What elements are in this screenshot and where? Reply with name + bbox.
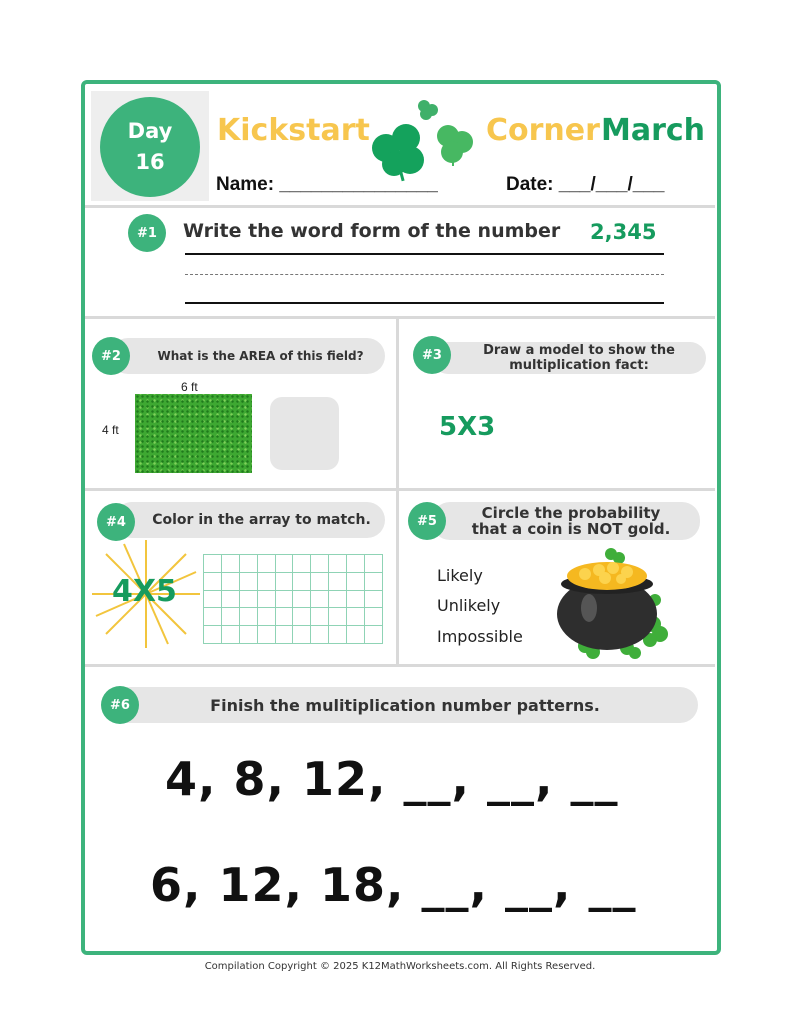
array-cell[interactable] [258, 626, 276, 644]
array-cell[interactable] [204, 555, 222, 573]
name-field[interactable]: Name: _______________ [216, 174, 438, 195]
question-badge-6: #6 [101, 686, 139, 724]
array-cell[interactable] [347, 591, 365, 609]
title-kickstart: Kickstart [217, 113, 370, 148]
array-cell[interactable] [240, 573, 258, 591]
shamrock-icon [360, 98, 480, 186]
question-badge-3: #3 [413, 336, 451, 374]
array-cell[interactable] [311, 591, 329, 609]
array-cell[interactable] [222, 555, 240, 573]
q1-number: 2,345 [590, 220, 657, 244]
array-cell[interactable] [293, 555, 311, 573]
field-height-label: 4 ft [102, 423, 119, 437]
array-cell[interactable] [276, 591, 294, 609]
array-cell[interactable] [329, 591, 347, 609]
field-width-label: 6 ft [181, 380, 198, 394]
divider [85, 664, 715, 667]
array-cell[interactable] [329, 573, 347, 591]
q3-prompt-line1: Draw a model to show the [483, 343, 675, 358]
array-cell[interactable] [329, 555, 347, 573]
q1-prompt: Write the word form of the number [183, 220, 561, 242]
array-cell[interactable] [311, 573, 329, 591]
q5-prompt-line1: Circle the probability [481, 504, 661, 522]
q4-prompt: Color in the array to match. [152, 512, 371, 528]
date-field[interactable]: Date: ___/___/___ [506, 174, 665, 195]
array-cell[interactable] [293, 608, 311, 626]
array-cell[interactable] [204, 591, 222, 609]
array-cell[interactable] [204, 608, 222, 626]
title-march: March [601, 113, 706, 148]
area-answer-box[interactable] [270, 397, 339, 470]
color-array-grid[interactable] [203, 554, 383, 644]
day-number: 16 [135, 150, 165, 174]
pattern-row-2[interactable]: 6, 12, 18, __, __, __ [150, 858, 637, 912]
divider [85, 316, 715, 319]
divider [85, 488, 715, 491]
array-cell[interactable] [293, 573, 311, 591]
pot-of-gold-image [545, 546, 670, 660]
array-cell[interactable] [258, 555, 276, 573]
option-impossible[interactable]: Impossible [437, 627, 523, 646]
array-cell[interactable] [240, 608, 258, 626]
array-cell[interactable] [204, 573, 222, 591]
array-cell[interactable] [222, 573, 240, 591]
array-cell[interactable] [329, 626, 347, 644]
q4-fact: 4X5 [112, 574, 177, 609]
option-likely[interactable]: Likely [437, 566, 483, 585]
q6-prompt-pill [112, 687, 698, 723]
option-unlikely[interactable]: Unlikely [437, 596, 501, 615]
array-cell[interactable] [222, 626, 240, 644]
array-cell[interactable] [240, 555, 258, 573]
array-cell[interactable] [365, 555, 383, 573]
array-cell[interactable] [222, 608, 240, 626]
array-cell[interactable] [347, 626, 365, 644]
array-cell[interactable] [347, 573, 365, 591]
array-cell[interactable] [240, 626, 258, 644]
array-cell[interactable] [293, 591, 311, 609]
array-cell[interactable] [347, 608, 365, 626]
question-badge-2: #2 [92, 337, 130, 375]
array-cell[interactable] [365, 608, 383, 626]
array-cell[interactable] [258, 608, 276, 626]
array-cell[interactable] [365, 626, 383, 644]
array-cell[interactable] [258, 591, 276, 609]
answer-line[interactable] [185, 253, 664, 255]
day-label: Day [127, 119, 173, 143]
q4-prompt-pill [114, 502, 385, 538]
array-cell[interactable] [311, 608, 329, 626]
day-badge [100, 97, 200, 197]
array-cell[interactable] [276, 626, 294, 644]
array-cell[interactable] [293, 626, 311, 644]
array-cell[interactable] [276, 573, 294, 591]
array-cell[interactable] [222, 591, 240, 609]
array-cell[interactable] [311, 555, 329, 573]
answer-line[interactable] [185, 302, 664, 304]
divider [396, 316, 399, 666]
array-cell[interactable] [365, 573, 383, 591]
divider [85, 205, 715, 208]
array-cell[interactable] [276, 608, 294, 626]
q2-prompt: What is the AREA of this field? [157, 349, 364, 363]
array-cell[interactable] [347, 555, 365, 573]
array-cell[interactable] [365, 591, 383, 609]
answer-guide-line [185, 274, 664, 275]
title-corner: Corner [486, 113, 600, 148]
q5-prompt-pill [432, 502, 700, 540]
array-cell[interactable] [204, 626, 222, 644]
array-cell[interactable] [258, 573, 276, 591]
question-badge-5: #5 [408, 502, 446, 540]
array-cell[interactable] [240, 591, 258, 609]
q3-prompt-line2: multiplication fact: [509, 358, 649, 373]
array-cell[interactable] [276, 555, 294, 573]
q5-prompt-line2: that a coin is NOT gold. [471, 520, 671, 538]
question-badge-1: #1 [128, 214, 166, 252]
q3-prompt-pill [432, 342, 706, 374]
pattern-row-1[interactable]: 4, 8, 12, __, __, __ [165, 752, 619, 806]
grass-field-image [135, 394, 252, 473]
q6-prompt: Finish the mulitiplication number patterns. [210, 695, 600, 715]
array-cell[interactable] [329, 608, 347, 626]
array-cell[interactable] [311, 626, 329, 644]
q3-fact: 5X3 [439, 412, 496, 442]
question-badge-4: #4 [97, 503, 135, 541]
copyright-footer: Compilation Copyright © 2025 K12MathWorksheets.com. All Rights Reserved. [204, 961, 596, 972]
q2-prompt-pill [110, 338, 385, 374]
